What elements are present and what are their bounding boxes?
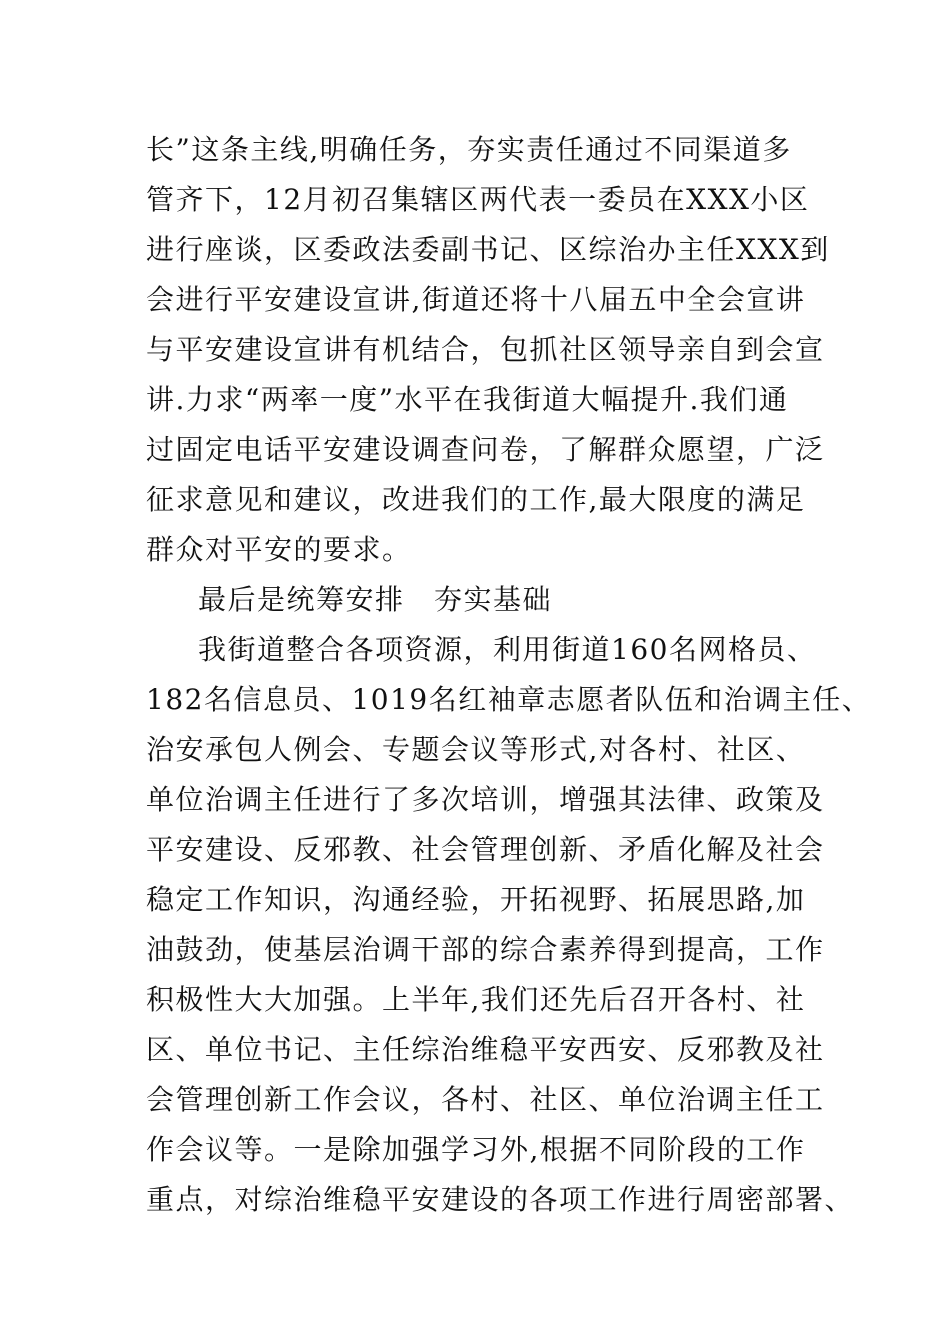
text-line: 182名信息员、1019名红袖章志愿者队伍和治调主任、 <box>146 683 872 716</box>
text-line: 治安承包人例会、专题会议等形式,对各村、社区、 <box>146 733 806 766</box>
text-line: 油鼓劲，使基层治调干部的综合素养得到提高，工作 <box>146 933 825 966</box>
text-line: 与平安建设宣讲有机结合，包抓社区领导亲自到会宣 <box>146 333 825 366</box>
text-line: 稳定工作知识，沟通经验，开拓视野、拓展思路,加 <box>146 883 806 916</box>
text-line: 管齐下，12月初召集辖区两代表一委员在XXX小区 <box>146 183 810 216</box>
text-line: 平安建设、反邪教、社会管理创新、矛盾化解及社会 <box>146 833 825 866</box>
text-line: 征求意见和建议，改进我们的工作,最大限度的满足 <box>146 483 806 516</box>
text-line: 重点，对综治维稳平安建设的各项工作进行周密部署、 <box>146 1183 855 1216</box>
text-line: 群众对平安的要求。 <box>146 533 412 566</box>
text-line: 会管理创新工作会议，各村、社区、单位治调主任工 <box>146 1083 825 1116</box>
text-line: 会进行平安建设宣讲,街道还将十八届五中全会宣讲 <box>146 283 806 316</box>
text-line: 积极性大大加强。上半年,我们还先后召开各村、社 <box>146 983 806 1016</box>
text-line: 讲.力求“两率一度”水平在我街道大幅提升.我们通 <box>146 383 789 416</box>
text-line: 作会议等。一是除加强学习外,根据不同阶段的工作 <box>146 1133 806 1166</box>
body-text <box>146 126 872 1226</box>
paragraph-first-line: 我街道整合各项资源，利用街道160名网格员、 <box>198 633 817 666</box>
text-line: 进行座谈，区委政法委副书记、区综治办主任XXX到 <box>146 233 830 266</box>
text-line: 过固定电话平安建设调查问卷，了解群众愿望，广泛 <box>146 433 825 466</box>
section-heading: 最后是统筹安排 夯实基础 <box>198 583 553 616</box>
text-line: 长”这条主线,明确任务，夯实责任通过不同渠道多 <box>146 133 792 166</box>
text-line: 区、单位书记、主任综治维稳平安西安、反邪教及社 <box>146 1033 825 1066</box>
text-line: 单位治调主任进行了多次培训，增强其法律、政策及 <box>146 783 825 816</box>
